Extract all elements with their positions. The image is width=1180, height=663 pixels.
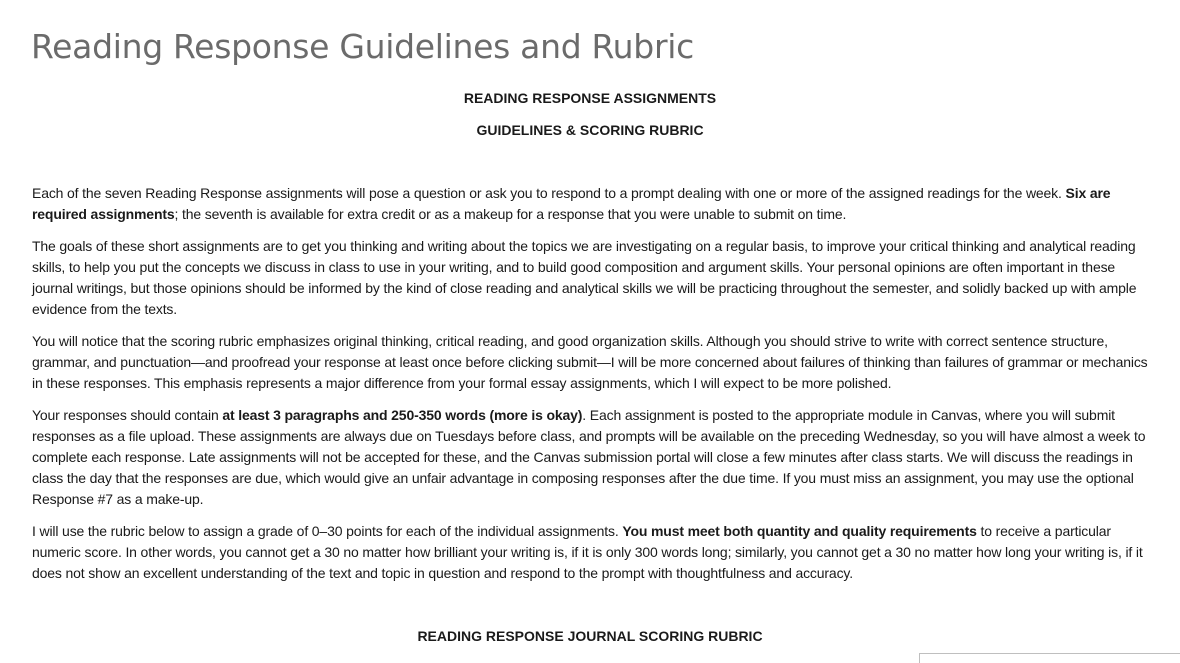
paragraph-text: to receive a particular numeric score. In other words, you cannot get a 30 no matter how brilliant your writing is, if it is only 300 words long; similarly, you cannot get a 30 no matter how long your writing is, if it does not show an excellent understanding of the text and topic in question and respond to the prompt with thoughtfulness and accuracy. [32,523,1143,581]
paragraph-intro [32,183,1148,225]
paragraph-text: I will use the rubric below to assign a grade of 0–30 points for each of the individual assignments. [32,523,623,539]
page-title: Reading Response Guidelines and Rubric [31,27,694,66]
emphasis-text: You must meet both quantity and quality requirements [622,523,977,539]
paragraph-text: The goals of these short assignments are to get you thinking and writing about the topics we are investigating on a regular basis, to improve your critical thinking and analytical reading skills, to help you put the concepts we discuss in class to use in your writing, and to build good composition and argument skills. Your personal opinions are often important in these journal writings, but those opinions should be informed by the kind of close reading and analytical skills we will be practicing throughout the semester, and solidly backed up with ample evidence from the texts. [32,238,1137,317]
guidelines-heading: GUIDELINES & SCORING RUBRIC [476,122,704,138]
paragraph-text: . Each assignment is posted to the appropriate module in Canvas, where you will submit responses as a file upload. These assignments are always due on Tuesdays before class, and prompts will be available on the preceding Wednesday, so you will have almost a week to complete each response. Late assignments will not be accepted for these, and the Canvas submission portal will close a few minutes after class starts. We will discuss the readings in class the day that the responses are due, which would give an unfair advantage in composing responses after the due time. If you must miss an assignment, you may use the optional Response #7 as a make-up. [32,407,1146,507]
emphasis-text: at least 3 paragraphs and 250-350 words (more is okay) [222,407,583,423]
paragraph-requirements [32,405,1148,510]
paragraph-text: Each of the seven Reading Response assignments will pose a question or ask you to respond to a prompt dealing with one or more of the assigned readings for the week. [32,185,1066,201]
emphasis-text: Six are required assignments [32,185,1111,222]
paragraph-grading [32,521,1148,584]
rubric-heading: READING RESPONSE JOURNAL SCORING RUBRIC [417,628,763,644]
rubric-table-edge [919,653,1180,663]
paragraph-text: You will notice that the scoring rubric emphasizes original thinking, critical reading, and good organization skills. Although you should strive to write with correct sentence structure, grammar, and punctuation—and proofread your response at least once before clicking submit—I will be more concerned about failures of thinking than failures of grammar or mechanics in these responses. This emphasis represents a major difference from your formal essay assignments, which I will expect to be more polished. [32,333,1148,391]
paragraph-rubric-emphasis [32,331,1148,394]
paragraph-goals [32,236,1148,320]
page-content [32,0,1148,646]
assignments-heading: READING RESPONSE ASSIGNMENTS [463,90,717,106]
paragraph-text: Your responses should contain [32,407,223,423]
paragraph-text: ; the seventh is available for extra credit or as a makeup for a response that you were unable to submit on time. [174,206,847,222]
